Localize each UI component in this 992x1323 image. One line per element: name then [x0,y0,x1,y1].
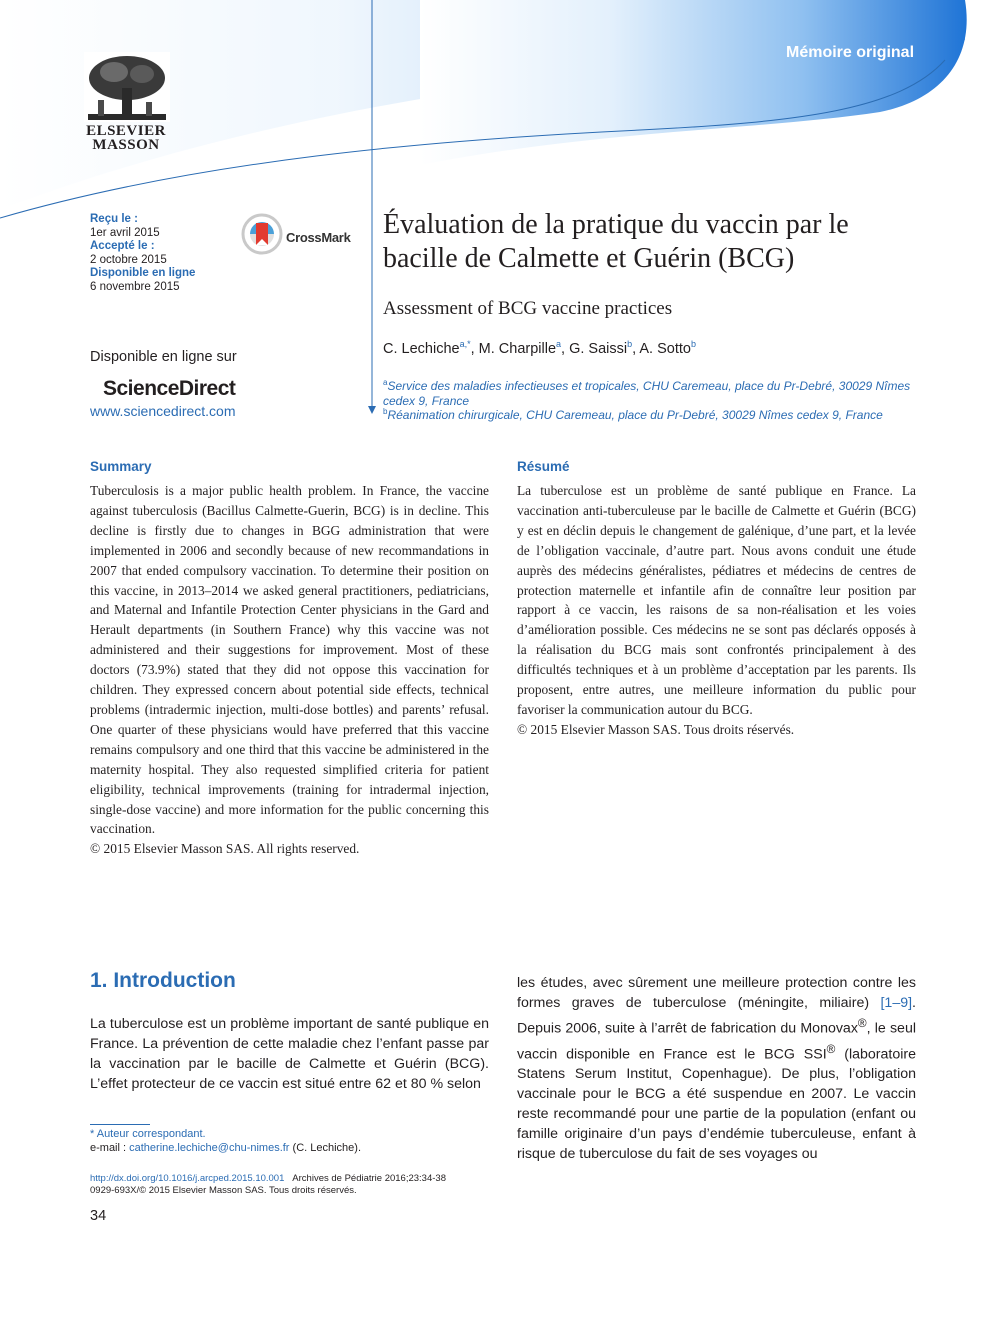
author-sup: a [556,339,562,349]
intro-text-part: . Depuis 2006, suite à l’arrêt de fabrication du Monovax [517,995,916,1037]
introduction-left-column [90,1014,489,1094]
intro-text-part: les études, avec sûrement une meilleure protection contre les formes graves de tuberculose (méningite, miliaire) [517,975,916,1011]
online-value: 6 novembre 2015 [90,280,180,293]
publisher-logo-elsevier: ELSEVIER [86,123,166,139]
author-name[interactable]: M. Charpille [478,340,557,357]
email-link[interactable]: catherine.lechiche@chu-nimes.fr [129,1142,290,1154]
sciencedirect-link[interactable]: www.sciencedirect.com [90,403,236,419]
footer-doi-line [90,1173,446,1185]
author-sup: b [690,339,696,349]
affiliation-text: Réanimation chirurgicale, CHU Caremeau, place du Pr-Debré, 30029 Nîmes cedex 9, France [387,408,883,422]
availability-text: Disponible en ligne sur [90,349,237,365]
introduction-right-column [517,973,916,1164]
author-name[interactable]: C. Lechiche [383,340,460,357]
online-label: Disponible en ligne [90,267,196,279]
affiliation-sup: a [383,378,388,387]
article-dates [90,213,195,294]
received-value: 1er avril 2015 [90,226,160,239]
accepted-value: 2 octobre 2015 [90,253,167,266]
registered-mark: ® [857,1016,867,1030]
intro-text-part: (laboratoire Statens Serum Institut, Copenhague). De plus, l’obligation vaccinale pour le BCG a été suspendue en 2007. Le vaccin reste recommandé pour une partie de la population (enfant ou famille originaire d’un pays d’endémie tuberculeuse, enfant à risque de tuberculose du fait de ses voyages ou [517,1046,916,1163]
page-number: 34 [90,1208,107,1224]
summary-heading: Summary [90,459,152,474]
author-sup: b [627,339,633,349]
resume-heading: Résumé [517,459,570,474]
affiliation-sup: b [383,407,388,416]
introduction-heading: 1. Introduction [90,969,236,992]
author-sup: a,* [459,339,471,349]
crossmark-icon[interactable] [241,213,283,255]
affiliation-b [383,404,923,423]
author-name[interactable]: A. Sotto [639,340,691,357]
corresponding-author-email [90,1141,361,1155]
email-suffix: (C. Lechiche). [289,1142,362,1154]
introduction-left-text: La tuberculose est un problème important de santé publique en France. La prévention de cette maladie chez l’enfant passe par la vaccination par le bacille de Calmette et Guérin (BCG). L’effet protecteur de ce vaccin est situé entre 62 et 80 % selon [90,1016,489,1092]
email-prefix: e-mail : [90,1142,130,1154]
elsevier-tree-logo-icon [84,52,170,122]
summary-copyright: © 2015 Elsevier Masson SAS. All rights reserved. [90,841,360,857]
resume-copyright: © 2015 Elsevier Masson SAS. Tous droits réservés. [517,721,795,737]
summary-text: Tuberculosis is a major public health problem. In France, the vaccine against tuberculosis (Bacillus Calmette-Guerin, BCG) is in decline. This decline is firstly due to changes in BGG administration that were implemented in 2006 and secondly because of new recommandations in 2007 that ended compulsory vaccination. To determine their position on this vaccine, in 2013–2014 we asked general practitioners, pediatricians, and Maternal and Infantile Protection Center physicians in the Gard and Herault departments (in Southern France) why this vaccine was not administered and their suggestions for improvement. Most of these doctors (73.9%) stated that they did not oppose this vaccination for children. They expressed concern about potential side effects, technical problems (intradermic injection, multi-dose bottles) and parents’ refusal. One quarter of these physicians would have preferred that this vaccine remains compulsory and one third that this vaccine be administered in the maternity hospital. They also requested simplified criteria for patient eligibility, technical improvements (training for intradermal injection, single-dose vaccine) and more information for the public concerning this vaccination. [90,483,489,837]
footnote-divider [90,1124,150,1125]
registered-mark: ® [826,1041,836,1056]
intro-text-part: , le seul vaccin disponible en France est le BCG SSI [517,1020,916,1063]
article-title: Évaluation de la pratique du vaccin par le bacille de Calmette et Guérin (BCG) [383,209,849,274]
publisher-logo-masson: MASSON [92,137,160,153]
author-list: C. Lechiche$^{a,*}$, M. Charpille$^a$, G. Saissi$^b$, A. Sotto$^b$ [383,339,696,357]
summary-body [90,481,489,859]
crossmark-label: CrossMark [286,230,351,245]
resume-text: La tuberculose est un problème de santé publique en France. La vaccination anti-tuberculeuse par le bacille de Calmette et Guérin (BCG) y est en déclin depuis le changement de galénique, d’une part, et la levée de l’obligation vaccinale, d’autre part. Nous avons conduit une étude auprès des médecins généralistes, pédiatres et médecins de centres de protection maternelle et infantile afin de connaître leur position par rapport à ce vaccin, les raisons de sa non-réalisation et les voies d’amélioration possible. Ces médecins ne se sont pas déclarés opposés à la réalisation du BCG mais sont confrontés principalement à des difficultés techniques et à un problème d’acceptation par les parents. Ils proposent, entre autres, une meilleure information du public pour favoriser la communication autour du BCG. [517,483,916,717]
author-name[interactable]: G. Saissi [569,340,628,357]
accepted-label: Accepté le : [90,240,155,252]
affiliation-text: Service des maladies infectieuses et tropicales, CHU Caremeau, place du Pr-Debré, 30029 Nîmes cedex 9, France [383,379,911,408]
journal-citation: Archives de Pédiatrie 2016;23:34-38 [292,1173,446,1184]
article-type-badge: Mémoire original [786,44,915,61]
doi-link[interactable]: http://dx.doi.org/10.1016/j.arcped.2015.10.001 [90,1173,285,1184]
footer-issn: 0929-693X/© 2015 Elsevier Masson SAS. Tous droits réservés. [90,1185,357,1196]
sciencedirect-logo: ScienceDirect [103,377,236,400]
citation-link[interactable]: [1–9] [880,995,913,1011]
article-subtitle: Assessment of BCG vaccine practices [383,298,673,319]
received-label: Reçu le : [90,213,138,225]
resume-body [517,481,916,740]
corresponding-author-label: * Auteur correspondant. [90,1128,206,1140]
